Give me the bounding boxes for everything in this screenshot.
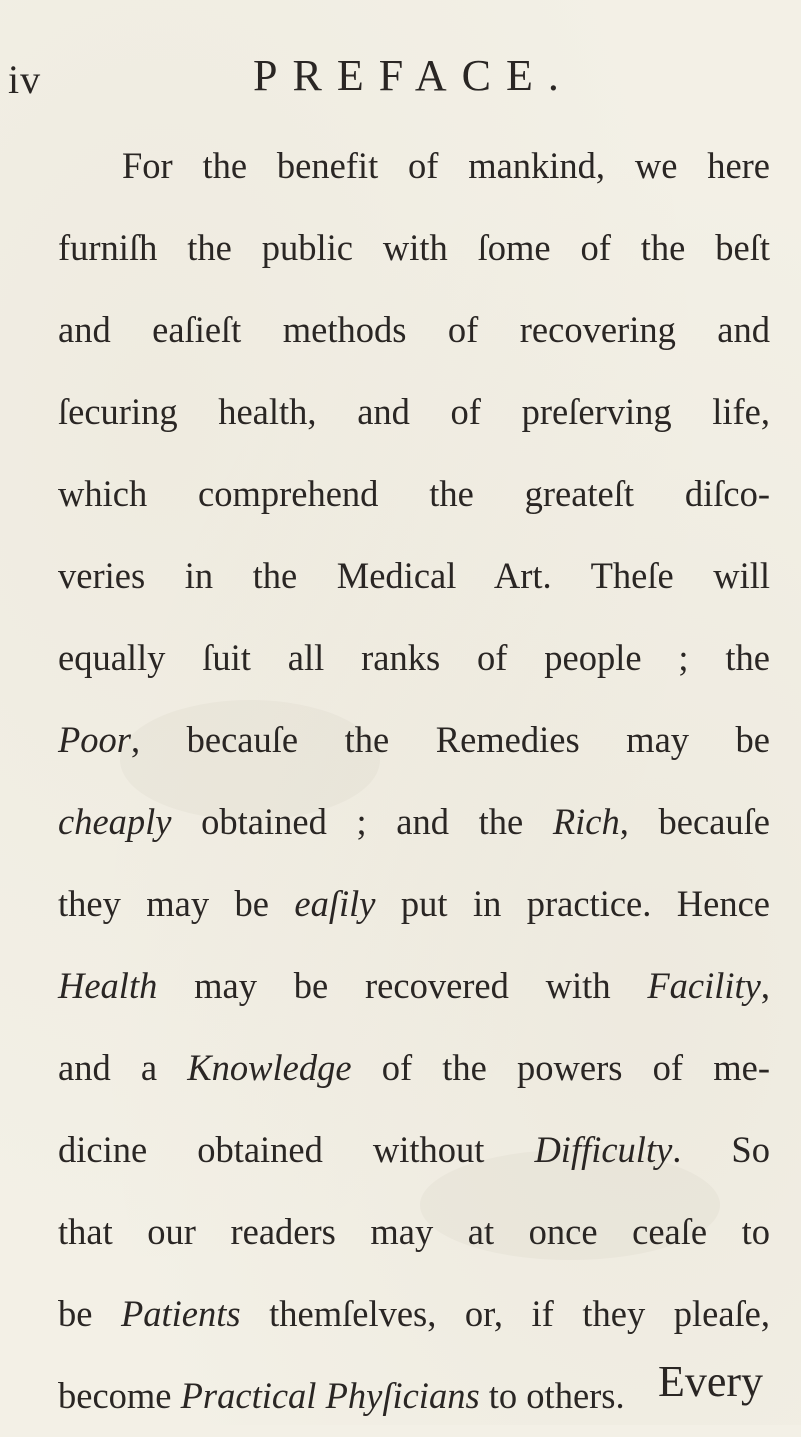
text-line: they may be eaſily put in practice. Hence xyxy=(58,883,770,924)
text-line: For the benefit of mankind, we here xyxy=(122,145,770,186)
running-head: PREFACE. xyxy=(253,51,574,100)
page-header xyxy=(8,50,788,110)
text-line: Poor, becauſe the Remedies may be xyxy=(58,719,770,760)
italic-term: Facility xyxy=(647,965,761,1006)
italic-term: Poor xyxy=(58,719,131,760)
italic-term: cheaply xyxy=(58,801,172,842)
text-line: and eaſieſt methods of recovering and xyxy=(58,309,770,350)
italic-term: Knowledge xyxy=(187,1047,352,1088)
italic-term: Difficulty xyxy=(534,1129,673,1170)
body-text xyxy=(58,125,770,1437)
text-line: cheaply obtained ; and the Rich, becauſe xyxy=(58,801,770,842)
text-line: Health may be recovered with Facility, xyxy=(58,965,770,1006)
page-number: iv xyxy=(8,57,42,102)
text-line: ſecuring health, and of preſerving life, xyxy=(58,391,770,432)
text-line: furniſh the public with ſome of the beſt xyxy=(58,227,770,268)
text-line: and a Knowledge of the powers of me- xyxy=(58,1047,770,1088)
text-line: that our readers may at once ceaſe to xyxy=(58,1211,770,1252)
italic-term: eaſily xyxy=(294,883,376,924)
italic-term: Rich xyxy=(552,801,620,842)
text-line: dicine obtained without Difficulty. So xyxy=(58,1129,770,1170)
text-line: equally ſuit all ranks of people ; the xyxy=(58,637,770,678)
catchword: Every xyxy=(657,1357,763,1406)
italic-term: Patients xyxy=(120,1293,241,1334)
text-line: become Practical Phyſicians to others. xyxy=(58,1375,625,1416)
italic-term: Practical Phyſicians xyxy=(180,1375,480,1416)
text-line: veries in the Medical Art. Theſe will xyxy=(58,555,770,596)
text-line: be Patients themſelves, or, if they pleaſe, xyxy=(58,1293,770,1334)
text-line: which comprehend the greateſt diſco- xyxy=(58,473,770,514)
italic-term: Health xyxy=(58,965,158,1006)
